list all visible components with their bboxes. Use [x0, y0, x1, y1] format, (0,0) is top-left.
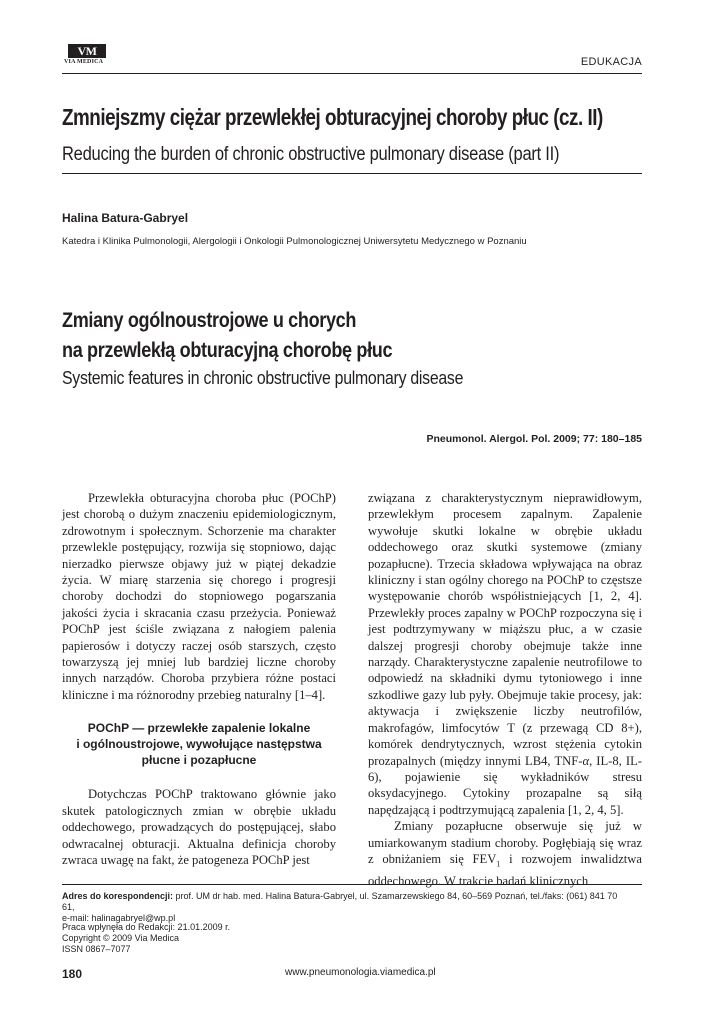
paragraph-introduction: Przewlekła obturacyjna choroba płuc (POChP) jest chorobą o dużym znaczeniu epidemiologicznym, zdrowotnym i społecznym. Schorzenie ma charakter przewlekle postępujący, rozwija się stopniowo, dając nierzadko pierwsze objawy już w piątej dekadzie życia. W miarę starzenia się chorego i progresji choroby dochodzi do stopniowego pogarszania jakości życia i skracania czasu przeżycia. Ponieważ POChP jest ściśle związana z nałogiem palenia papierosów i dotyczy raczej osób starszych, często towarzyszą jej mniej lub bardziej liczne choroby innych narządów. Choroba przybiera różne postaci kliniczne i ma różnorodny przebieg naturalny [1–4].: [62, 491, 336, 702]
article-title: [62, 306, 392, 366]
paragraph-extrapulmonary: [368, 818, 642, 889]
correspondence-email[interactable]: e-mail: halinagabryel@wp.pl: [62, 913, 176, 923]
author-affiliation: Katedra i Klinika Pulmonologii, Alergologii i Onkologii Pulmonologicznej Uniwersytetu Medycznego w Poznaniu: [62, 236, 527, 247]
received-date: Praca wpłynęła do Redakcji: 21.01.2009 r.: [62, 922, 231, 932]
section-label: EDUKACJA: [580, 56, 642, 68]
alpha-symbol: α: [582, 753, 590, 768]
correspondence-label: Adres do korespondencji:: [62, 891, 176, 901]
journal-citation: Pneumonol. Alergol. Pol. 2009; 77: 180–185: [426, 433, 642, 445]
paragraph-extrapulmonary-part-2: i rozwojem inwalidztwa oddechowego. W trakcie badań klinicznych: [368, 851, 642, 888]
title-divider: [62, 173, 642, 174]
correspondence-address: [62, 891, 622, 924]
correspondence-text: prof. UM dr hab. med. Halina Batura-Gabryel, ul. Szamarzewskiego 84, 60–569 Poznań, tel./faks: (061) 841 70 61,: [62, 891, 618, 912]
article-subtitle: Systemic features in chronic obstructive pulmonary disease: [62, 368, 464, 388]
fev-subscript: 1: [496, 859, 501, 869]
paragraph-inflammation-part-1: związana z charakterystycznym nieprawidłowym, przewlekłym procesem zapalnym. Zapalenie wywołuje skutki lokalne w obrębie układu oddechowego oraz skutki systemowe (zmiany pozapłucne). Trzecia składowa wpływająca na obraz kliniczny i stan ogólny chorego na POChP to częstsze występowanie chorób współistniejących [1, 2, 4]. Przewlekły proces zapalny w POChP rozpoczyna się i jest podtrzymywany w miąższu płuc, a w czasie dalszej progresji choroby obejmuje także inne narządy. Charakterystyczne zapalenie neutrofilowe to odpowiedź na składniki dymu tytoniowego i inne szkodliwe gazy lub pyły. Obejmuje takie procesy, jak: aktywacja i zwiększenie liczby neutrofilów, makrofagów, limfocytów T (z przewagą CD 8+), komórek dendrytycznych, wzrost stężenia cytokin prozapalnych (między innymi LB4, TNF-: [368, 491, 642, 768]
paragraph-extrapulmonary-part-1: Zmiany pozapłucne obserwuje się już w umiarkowanym stadium choroby. Pogłębiają się wraz z obniżaniem się FEV: [368, 819, 642, 866]
header-divider: [62, 73, 642, 74]
series-title-polish: Zmniejszmy ciężar przewlekłej obturacyjnej choroby płuc (cz. II): [62, 104, 603, 130]
section-heading: [62, 720, 336, 768]
via-medica-logo: [64, 44, 110, 65]
journal-website[interactable]: www.pneumonologia.viamedica.pl: [285, 967, 436, 978]
section-heading-line-1: POChP — przewlekłe zapalenie lokalne: [87, 721, 311, 736]
logo-text: VIA MEDICA: [64, 59, 104, 65]
copyright: Copyright © 2009 Via Medica: [62, 933, 180, 943]
series-title-english: Reducing the burden of chronic obstructive pulmonary disease (part II): [62, 144, 560, 165]
paragraph-inflammation: [368, 490, 642, 818]
author-name: Halina Batura-Gabryel: [62, 211, 189, 225]
issn: ISSN 0867–7077: [62, 944, 131, 954]
article-title-line-2: na przewlekłą obturacyjną chorobę płuc: [62, 339, 393, 362]
logo-mark: VM: [68, 44, 106, 58]
body-column-left: [62, 490, 336, 868]
section-heading-line-2: i ogólnoustrojowe, wywołujące następstwa: [76, 737, 322, 752]
page-number: 180: [62, 967, 83, 981]
footer-divider: [62, 884, 642, 885]
body-column-right: [368, 490, 642, 889]
section-heading-line-3: płucne i pozapłucne: [141, 753, 257, 768]
publication-info: [62, 922, 230, 955]
paragraph-definition: Dotychczas POChP traktowano głównie jako skutek patologicznych zmian w obrębie układu oddechowego, prowadzących do postępującej, słabo odwracalnej obturacji. Aktualna definicja choroby zwraca uwagę na fakt, że patogeneza POChP jest: [62, 787, 336, 867]
paragraph-inflammation-part-2: , IL-8, IL-6), pojawienie się wykładników stresu oksydacyjnego. Cytokiny prozapalne są siłą napędzającą i podtrzymującą zapalenia [1, 2, 4, 5].: [368, 753, 642, 817]
article-title-line-1: Zmiany ogólnoustrojowe u chorych: [62, 309, 357, 332]
